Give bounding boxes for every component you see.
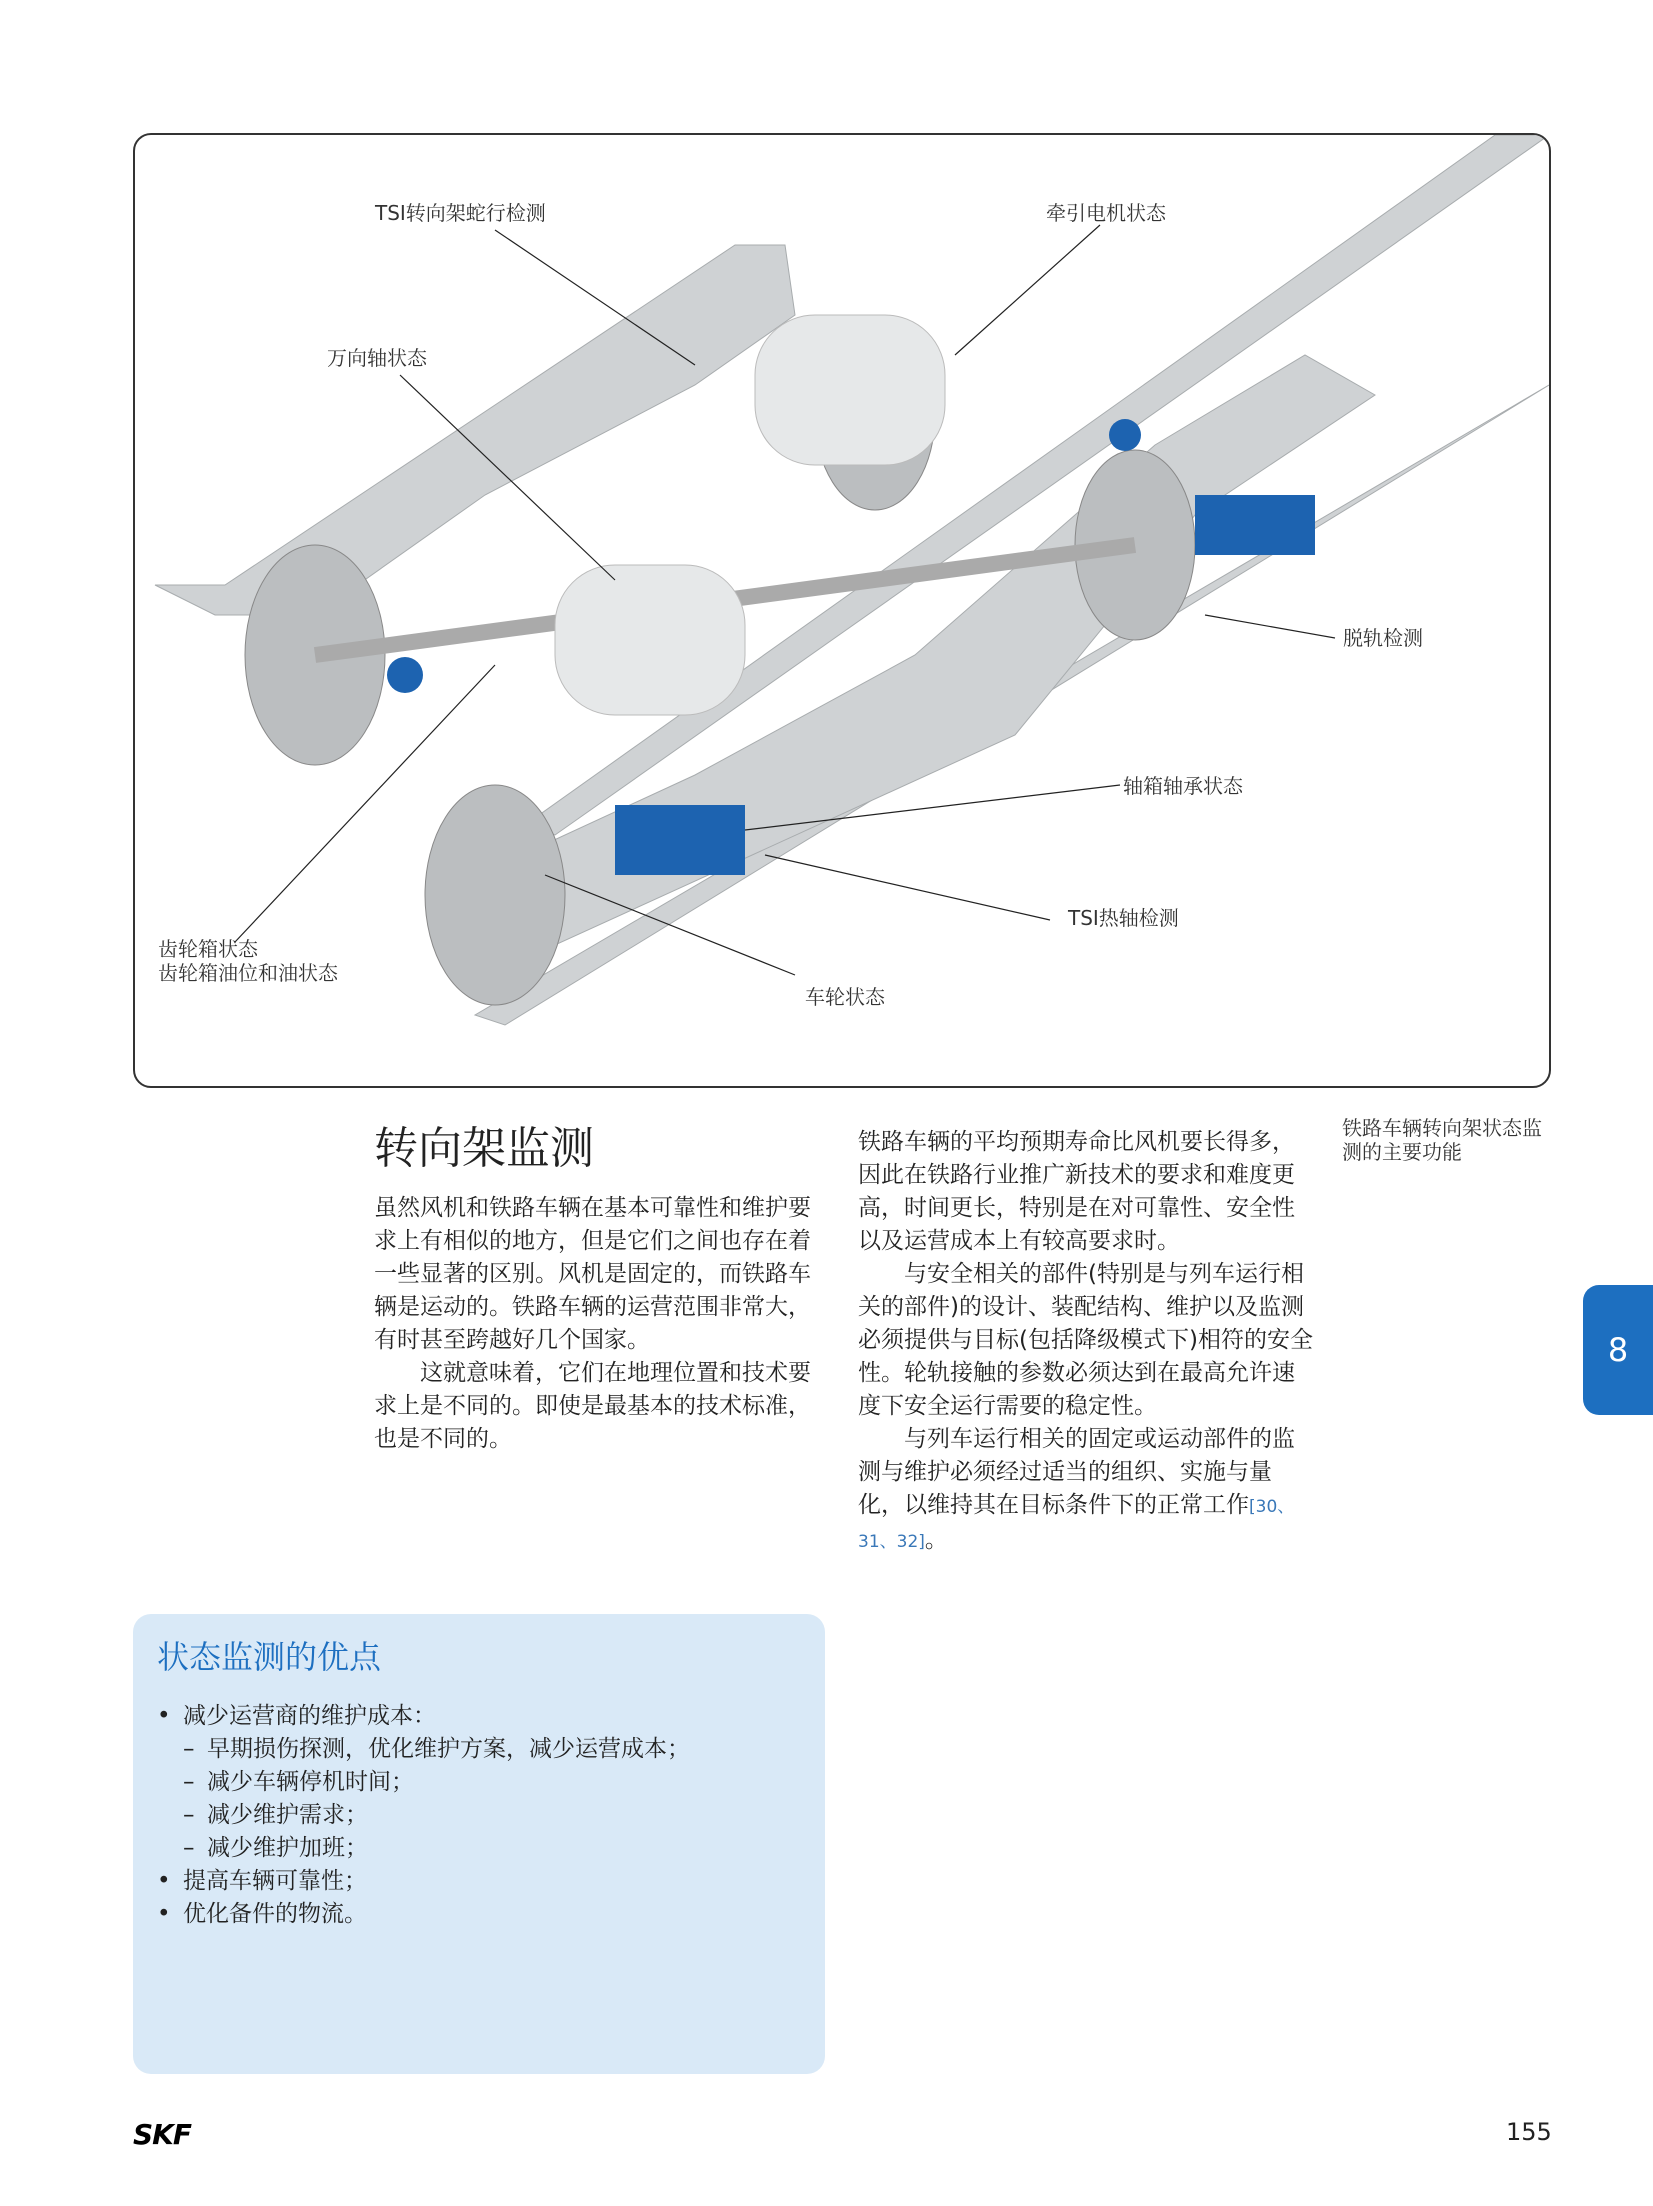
paragraph: 这就意味着，它们在地理位置和技术要求上是不同的。即使是最基本的技术标准，也是不同的。 [374,1360,811,1452]
bogie-illustration [133,133,1551,1088]
label-traction-motor: 牵引电机状态 [1046,201,1166,225]
list-item: • 提高车辆可靠性； [157,1865,690,1898]
label-tsi-hunting: TSI转向架蛇行检测 [375,201,546,225]
list-item: – 减少维护需求； [157,1799,690,1832]
reference-link[interactable]: [30、31、32] [858,1497,1295,1552]
label-gearbox: 齿轮箱状态 [158,937,258,961]
bogie-drawing [135,135,1549,1086]
chapter-tab[interactable]: 8 [1583,1285,1653,1415]
page-title: 转向架监测 [374,1123,594,1174]
label-cardan-shaft: 万向轴状态 [327,346,427,370]
paragraph: 虽然风机和铁路车辆在基本可靠性和维护要求上有相似的地方，但是它们之间也存在着一些显著的区别。风机是固定的，而铁路车辆是运动的。铁路车辆的运营范围非常大，有时甚至跨越好几个国家。 [374,1195,811,1353]
article-column-2 [858,1126,1313,1559]
period: 。 [924,1527,948,1553]
label-tsi-hotbox: TSI热轴检测 [1068,906,1179,930]
list-item: – 减少维护加班； [157,1832,690,1865]
paragraph: 铁路车辆的平均预期寿命比风机要长得多，因此在铁路行业推广新技术的要求和难度更高，时间更长，特别是在对可靠性、安全性以及运营成本上有较高要求时。 [858,1129,1295,1254]
label-wheel: 车轮状态 [805,985,885,1009]
list-item: – 减少车辆停机时间； [157,1766,690,1799]
skf-logo: SKF [133,2118,191,2151]
paragraph: 与列车运行相关的固定或运动部件的监测与维护必须经过适当的组织、实施与量化，以维持其在目标条件下的正常工作 [858,1426,1295,1518]
benefits-list [157,1700,690,1931]
list-item: • 优化备件的物流。 [157,1898,690,1931]
label-axlebox-bearing: 轴箱轴承状态 [1123,774,1243,798]
list-item: – 早期损伤探测，优化维护方案，减少运营成本； [157,1733,690,1766]
article-column-1 [374,1192,829,1456]
label-gearbox-oil: 齿轮箱油位和油状态 [158,961,338,985]
label-derailment: 脱轨检测 [1343,626,1423,650]
benefits-title: 状态监测的优点 [157,1638,382,1676]
list-item: • 减少运营商的维护成本： [157,1700,690,1733]
paragraph: 与安全相关的部件(特别是与列车运行相关的部件)的设计、装配结构、维护以及监测必须提供与目标(包括降级模式下)相符的安全性。轮轨接触的参数必须达到在最高允许速度下安全运行需要的稳定性。 [858,1261,1313,1419]
side-note: 铁路车辆转向架状态监测的主要功能 [1342,1116,1542,1164]
benefits-box [133,1614,825,2074]
page-number: 155 [1506,2118,1552,2146]
